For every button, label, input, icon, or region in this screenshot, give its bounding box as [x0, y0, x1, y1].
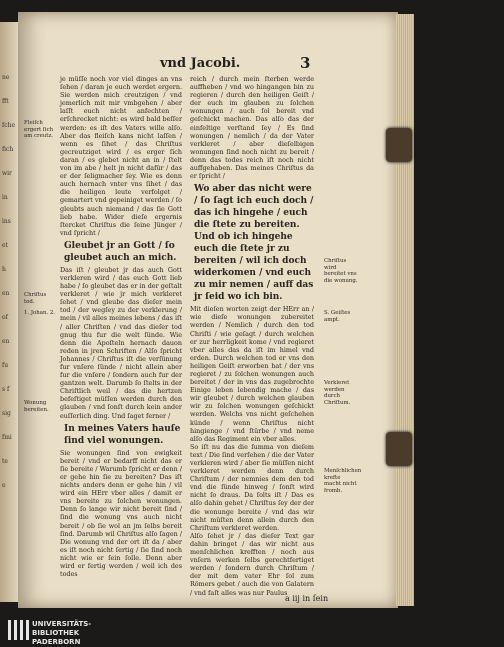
- text-column-right: [190, 75, 314, 597]
- margin-gloss: Fleiſch ergert ſich am creutz.: [24, 120, 54, 140]
- library-footer: [0, 616, 504, 644]
- margin-gloss: Menſchlichen krefte macht nicht fromb.: [324, 468, 362, 494]
- paragraph: Das iſt / gleubet jr das auch Gott verkleren wird / das euch Gott lieb habe / ſo gleubet das er in der geſtalt verkleret / wie jr mich verkleret ſehet / vnd gleube das dieſer mein tod / der wegſey zu der verklerung / mein / vil alles meines lebens / das iſt / aller Chriſten / vnd das dieſer tod gnug thu fur die welt ſünde. Wie denn die Apoſteln hernach dauon reden in jren Schriften / Alſo ſpricht Johannes / Chriſtus iſt die verſünung fur vnſere ſünde / nicht allein aber fur die vnſere / ſondern auch fur der gantzen welt. Darumb ſo ſtelts in der Chriſtlich weil / das die hertzen befeſtiget müſſen werden durch den glauben / vnd ſonſt durch kein ander euſſerlich ding. Und ſaget ferner /: [60, 265, 182, 420]
- margin-gloss: Chriſtus wird bereitet vns die wonung.: [324, 258, 358, 284]
- scripture-heading: In meines Vaters hauſe ſind viel wonungen.: [64, 423, 181, 446]
- left-page-fragment: ins: [2, 218, 11, 225]
- page-edge: [396, 14, 414, 606]
- library-name: [32, 620, 91, 647]
- library-logo-icon: [8, 620, 30, 640]
- left-page-fragment: fmi: [2, 434, 12, 441]
- paragraph: je müſſe noch vor viel dinges an vns ſehen / daran je euch werdet ergern. Sie werden mich creutzigen / vnd jemerlich mit mir vmbgehen / aber laſſt euch nicht anfechten / erſchrecket nicht: es wird bald beſſer werden: es iſt des Vaters wille alſo. Aber das fleiſch kans nicht laſſen / wenn es ſihet / das Chriſtus gecreutziget wird / es erger ſich daran / es glebet nicht an in / ſtelt von im abe / helt jn nicht dafür / das er der ſeligmacher ſey. Wie es denn auch hernach vnter vns ſihet / das die heiligen leute verfolget / gemartert vnd gepeiniget werden / ſo gleubts auch niemand / das ſie Gott lieb habe. Wider dieſe ergernis ſtercket Chriſtus die ſeine Jünger / vnd ſpricht /: [60, 75, 182, 237]
- margin-gloss: Chriſtus tod.: [24, 292, 47, 305]
- scripture-heading: Gleubet jr an Gott / ſo gleubet auch an mich.: [64, 240, 177, 263]
- page-number: 3: [300, 54, 311, 72]
- paragraph: Alſo ſehet jr / das dieſer Text gar dahin bringet / das wir nicht aus menſchlichen krefften / noch aus vnſern werken ſelbs gerechtfertiget werden / ſondern durch Chriſtum / der mit dem vater Ehr ſol zum Römers gebet / auch die von Galatern / vnd faſt alles was nur Paulus: [190, 531, 314, 597]
- left-page-fragment: ne: [2, 74, 10, 81]
- left-page-fragment: fft: [2, 98, 9, 105]
- margin-gloss: Wonung bereiten.: [24, 400, 49, 413]
- running-header: vnd Jacobi.: [160, 56, 241, 71]
- library-name-line: UNIVERSITÄTS-: [32, 620, 92, 628]
- book-clasp: [386, 432, 412, 466]
- left-page-fragment: wir: [2, 170, 12, 177]
- left-page-fragment: in: [2, 194, 8, 201]
- margin-gloss: S. Geiſtes ampt.: [324, 310, 351, 323]
- paragraph: Mit dieſen worten zeigt der HErr an / wie dieſe wonungen zubereitet werden / Nemlich / durch den tod Chriſti / wie geſagt / durch welchen er zur herrligkeit kome / vnd regieret vber alles das da iſt im himel vnd erden. Durch welchen tod er vns den heiligen Geiſt erworben hat / der vns regieret / zu ſolchen wonungen auch bereitet / der in vns das zugebrochte Einige leben lebendig mache / das wir gleubet / durch welchen glauben wir zu ſolchen wonungen geſchickt werden. Welchs vns nicht geſchehen künde / wenn Chriſtus nicht hingienge / vnd ſtürbe / vnd neme alſo das Regiment ein vber alles.: [190, 305, 314, 443]
- scripture-heading: Wo aber das nicht were / ſo ſagt ich euch doch / das ich hingehe / euch die ſtete zu bereiten. Und ob ich hingehe euch die ſtete jr zu bereiten / wil ich doch widerkomen / vnd euch zu mir nemen / auff das jr ſeid wo ich bin.: [194, 184, 314, 303]
- paragraph: reich / durch mein ſterben werde auffheben / vnd wo hingangen bin zu regieren / durch den heiligen Geiſt / der euch im glauben zu ſolchen wonungen / auch ſol bereit vnd geſchickt machen. Das alſo das der einfeltige verſtand ſey / Es ſind wonungen / nemlich / da der Vater verkleret / aber dieſelbigen wonungen ſind noch nicht zu bereit / denn das todes reich iſt noch nicht auffgehaben. Das meines Chriſtus da er ſpricht /: [190, 75, 314, 181]
- left-page-fragment: en: [2, 290, 10, 297]
- library-name-line: BIBLIOTHEK: [32, 629, 80, 637]
- left-page-fragment: of: [2, 314, 8, 321]
- margin-gloss: Verkleret werden durch Chriſtum.: [324, 380, 351, 406]
- left-page-fragment: fche: [2, 122, 15, 129]
- left-page-fragment: fich: [2, 146, 14, 153]
- left-page-fragment: e: [2, 482, 6, 489]
- left-page-fragment: s f: [2, 386, 10, 393]
- left-page-fragment: sig: [2, 410, 11, 417]
- left-page-fragment: fu: [2, 362, 9, 369]
- paragraph: Sie wonungen ſind von ewigkeit bereit / vnd er bedarff nicht das er ſie bereite / Warumb ſpricht er denn / er gehe hin ſie zu bereiten? Das iſt nichts anders denn er gehe hin / vil wird ein HErr vber alles / damit er vns bereite zu ſolchen wonungen. Denn ſo lange wir nicht bereit ſind / ſind die wonung vns auch nicht bereit / ob ſie wol an jm ſelbs bereit ſind. Darumb wil Chriſtus alſo ſagen / Die wonung vnd der ort iſt da / aber es iſt noch nicht ſertig / ſie ſind noch nicht wie er ſein ſolle. Denn aber wird er fertig werden / weil ich des todes: [60, 448, 182, 579]
- left-page-fragment: h: [2, 266, 6, 273]
- left-page-fragment: et: [2, 242, 8, 249]
- signature-mark: a iij in ſein: [285, 594, 329, 603]
- paragraph: So iſt nu das die ſumma von dieſem text / Die ſind verſehen / die der Vater verkleren wird / aber ſie müſſen nicht verkleret werden denn durch Chriſtum / der nemnies dem den tod vnd die ſünde hinweg / ſonſt wird nicht ſo draus. Da ſolts iſt / Das es alſo dahin gehet / Chriſtus ſey der der die wonunge bereite / vnd das wir nicht müſten denn allein durch den Chriſtum verkleret werden.: [190, 442, 314, 532]
- library-name-line: PADERBORN: [32, 638, 81, 646]
- left-page-fragment: en: [2, 338, 10, 345]
- text-column-left: [60, 75, 182, 578]
- margin-gloss: 1. Johan. 2.: [24, 310, 55, 316]
- left-page-fragment: te: [2, 458, 8, 465]
- book-clasp: [386, 128, 412, 162]
